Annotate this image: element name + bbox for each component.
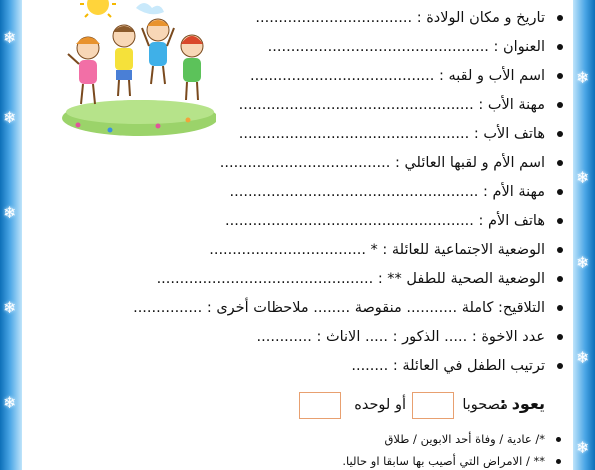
snowflake-icon: ❄	[576, 168, 590, 187]
form-page	[22, 0, 573, 470]
footnote-family-status: */ عادية / وفاة أحد الابوين / طلاق	[384, 432, 545, 446]
field-birth-date-place[interactable]: تاريخ و مكان الولادة : ..................................	[255, 10, 545, 26]
snowflake-icon: ❄	[3, 298, 17, 317]
frame-left-border	[0, 0, 22, 470]
alone-checkbox[interactable]	[299, 392, 341, 419]
option-alone-label: أو لوحده	[354, 397, 406, 413]
footnote-health: ** / الامراض التي أصيب بها سابقا او حاليا.	[342, 454, 545, 468]
frame-right-border	[573, 0, 595, 470]
field-father-phone[interactable]: هاتف الأب : ..................................................	[238, 126, 545, 142]
accompanied-checkbox[interactable]	[412, 392, 454, 419]
option-accompanied-label: مصحوبا	[462, 397, 508, 413]
snowflake-icon: ❄	[3, 203, 17, 222]
field-father-job[interactable]: مهنة الأب : ...................................................	[238, 97, 545, 113]
return-label: يعود :	[499, 394, 545, 413]
field-child-health[interactable]: الوضعية الصحية للطفل ** : ...............................................	[156, 271, 545, 287]
field-mother-job[interactable]: مهنة الأم : ......................................................	[229, 184, 545, 200]
field-mother-phone[interactable]: هاتف الأم : ......................................................	[225, 213, 545, 229]
field-vaccinations[interactable]: التلاقيح: كاملة ........... منقوصة ........ ملاحظات أخرى : ...............	[133, 300, 545, 316]
field-address[interactable]: العنوان : ................................................	[267, 39, 545, 55]
snowflake-icon: ❄	[576, 253, 590, 272]
children-on-grass-illustration	[48, 0, 216, 140]
field-siblings[interactable]: عدد الاخوة : ..... الذكور : ..... الاناث : ............	[256, 329, 545, 345]
field-father-name[interactable]: اسم الأب و لقبه : ........................................	[250, 68, 545, 84]
snowflake-icon: ❄	[3, 393, 17, 412]
snowflake-icon: ❄	[3, 28, 17, 47]
snowflake-icon: ❄	[576, 68, 590, 87]
field-family-status[interactable]: الوضعية الاجتماعية للعائلة : * ..................................	[209, 242, 545, 258]
snowflake-icon: ❄	[576, 438, 590, 457]
field-mother-name[interactable]: اسم الأم و لقبها العائلي : .....................................	[219, 155, 545, 171]
field-birth-order[interactable]: ترتيب الطفل في العائلة : ........	[351, 358, 545, 374]
snowflake-icon: ❄	[3, 108, 17, 127]
snowflake-icon: ❄	[576, 348, 590, 367]
